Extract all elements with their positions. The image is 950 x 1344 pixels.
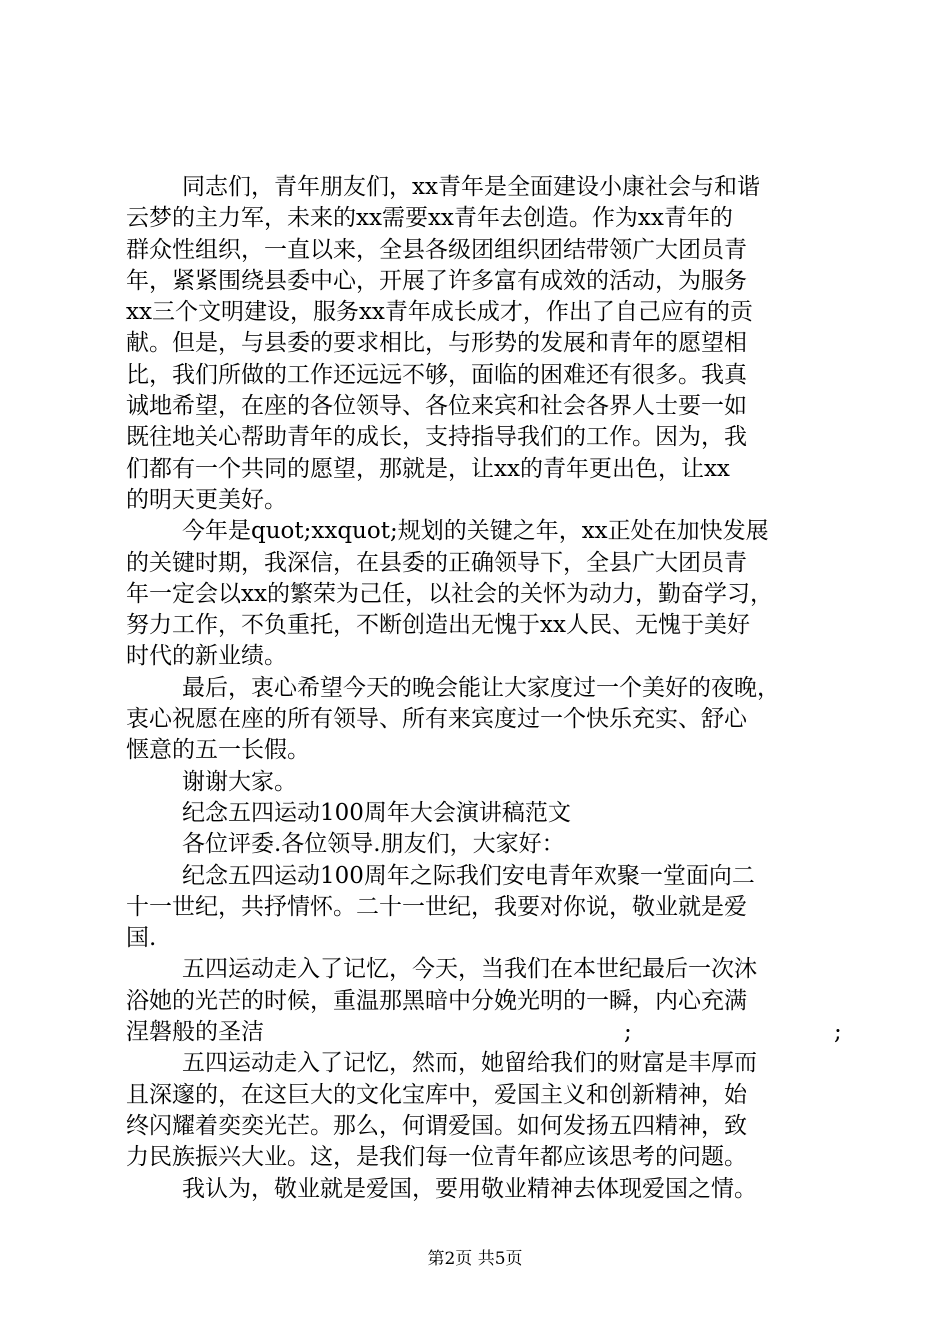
text-line: 我认为，敬业就是爱国，要用敬业精神去体现爱国之情。 [182,1175,757,1202]
text-line: 同志们，青年朋友们，xx青年是全面建设小康社会与和谐 [182,174,760,200]
document-title: 纪念五四运动100周年大会演讲稿范文 [182,799,571,826]
text-line: 年，紧紧围绕县委中心，开展了许多富有成效的活动，为服务 [126,267,747,294]
text-line: 且深邃的，在这巨大的文化宝库中，爱国主义和创新精神，始 [126,1081,747,1108]
text-line: xx三个文明建设，服务xx青年成长成才，作出了自己应有的贡 [126,299,753,326]
text-fragment: 涅磐般的圣洁 [126,1019,264,1046]
text-line: 十一世纪，共抒情怀。二十一世纪，我要对你说，敬业就是爱 [126,893,747,920]
semicolon: ; [624,1019,632,1046]
page-footer: 第2页 共5页 [427,1249,523,1269]
text-line: 力民族振兴大业。这，是我们每一位青年都应该思考的问题。 [126,1144,747,1171]
text-line: 衷心祝愿在座的所有领导、所有来宾度过一个快乐充实、舒心 [126,706,747,733]
text-line: 纪念五四运动100周年之际我们安电青年欢聚一堂面向二 [182,862,755,889]
text-line: 既往地关心帮助青年的成长，支持指导我们的工作。因为，我 [126,424,747,451]
text-line: 们都有一个共同的愿望，那就是，让xx的青年更出色，让xx [126,455,730,482]
body-text [126,172,842,1205]
text-line: 谢谢大家。 [182,768,297,795]
text-line: 时代的新业绩。 [126,643,287,670]
semicolon: ; [834,1019,842,1046]
text-line: 云梦的主力军，未来的xx需要xx青年去创造。作为xx青年的 [126,205,733,232]
text-line: 浴她的光芒的时候，重温那黑暗中分娩光明的一瞬，内心充满 [126,987,747,1014]
text-line: 终闪耀着奕奕光芒。那么，何谓爱国。如何发扬五四精神，致 [126,1112,747,1139]
text-line: 年一定会以xx的繁荣为己任，以社会的关怀为动力，勤奋学习， [126,580,773,607]
text-line: 努力工作，不负重托，不断创造出无愧于xx人民、无愧于美好 [126,612,750,639]
text-line: 群众性组织，一直以来，全县各级团组织团结带领广大团员青 [126,236,747,263]
text-line: 的关键时期，我深信，在县委的正确领导下，全县广大团员青 [126,549,747,576]
text-line: 献。但是，与县委的要求相比，与形势的发展和青年的愿望相 [126,330,747,357]
text-line: 五四运动走入了记忆，今天，当我们在本世纪最后一次沐 [182,956,757,983]
text-line: 今年是quot;xxquot;规划的关键之年，xx正处在加快发展 [182,518,769,545]
text-line: 国. [126,925,157,952]
text-line: 比，我们所做的工作还远远不够，面临的困难还有很多。我真 [126,361,747,388]
text-line-with-semicolons [126,1017,842,1048]
salutation: 各位评委.各位领导.朋友们，大家好： [182,831,565,858]
text-line: 最后，衷心希望今天的晚会能让大家度过一个美好的夜晚， [182,674,780,701]
text-line: 五四运动走入了记忆，然而，她留给我们的财富是丰厚而 [182,1050,757,1077]
text-line: 惬意的五一长假。 [126,737,310,764]
text-line: 的明天更美好。 [126,486,287,513]
text-line: 诚地希望，在座的各位领导、各位来宾和社会各界人士要一如 [126,393,747,420]
